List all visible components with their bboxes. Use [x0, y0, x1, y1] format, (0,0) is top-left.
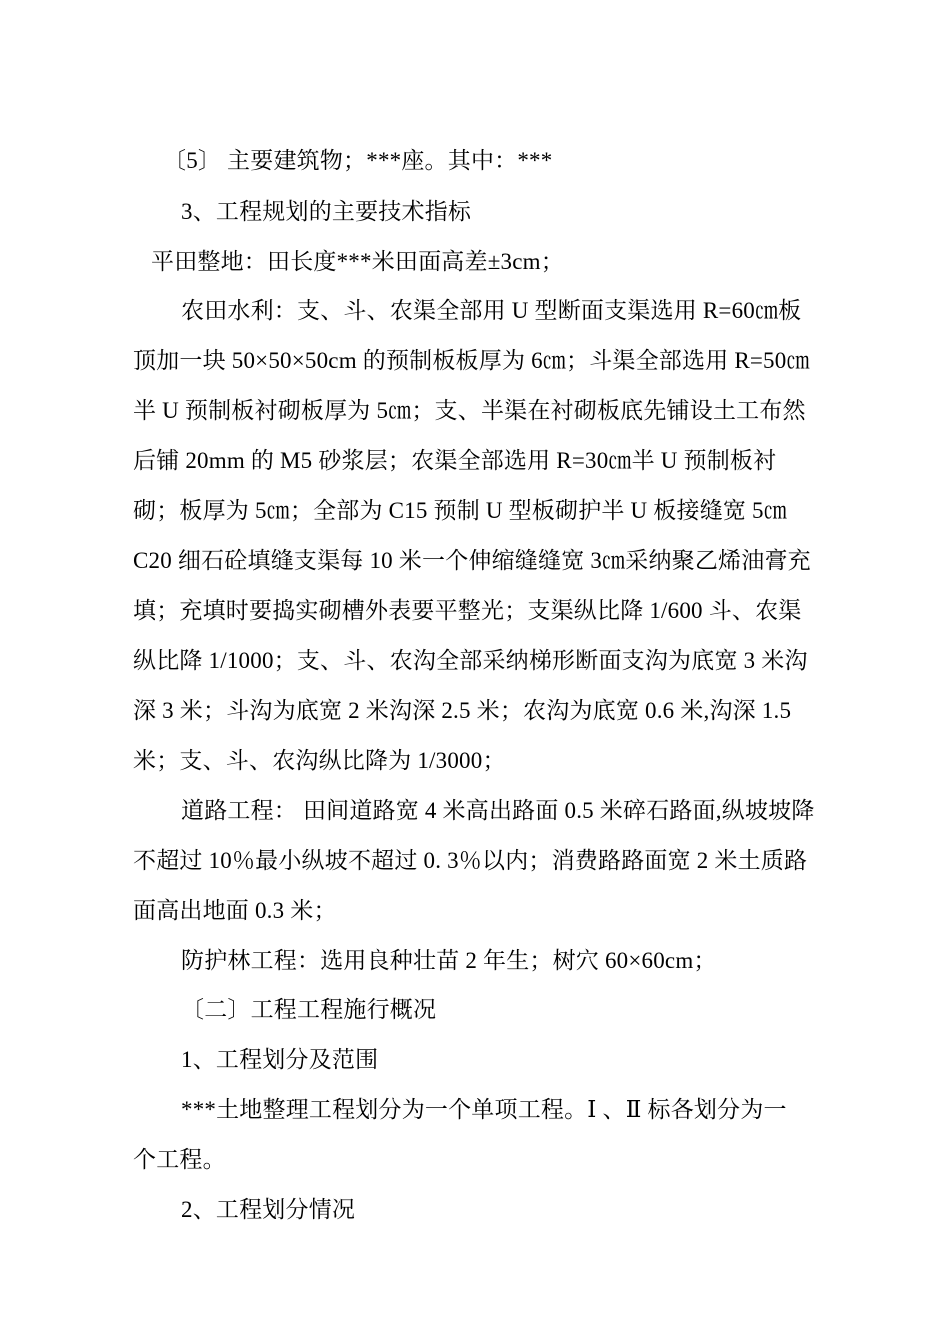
text-line: 纵比降 1/1000；支、斗、农沟全部采纳梯形断面支沟为底宽 3 米沟 [133, 648, 808, 673]
text-line: 半 U 预制板衬砌板厚为 5㎝；支、半渠在衬砌板底先铺设土工布然 [133, 398, 806, 423]
text-line: 填；充填时要捣实砌槽外表要平整光；支渠纵比降 1/600 斗、农渠 [133, 598, 802, 623]
text-line: 米；支、斗、农沟纵比降为 1/3000； [133, 748, 506, 773]
text-line: 农田水利：支、斗、农渠全部用 U 型断面支渠选用 R=60㎝板 [181, 298, 802, 323]
section-heading: 〔二〕工程工程施行概况 [181, 997, 437, 1022]
text-line: 防护林工程：选用良种壮苗 2 年生；树穴 60×60cm； [181, 948, 717, 973]
text-line: 深 3 米；斗沟为底宽 2 米沟深 2.5 米；农沟为底宽 0.6 米,沟深 1.5 [133, 698, 792, 723]
text-line: 砌；板厚为 5㎝；全部为 C15 预制 U 型板砌护半 U 板接缝宽 5㎝ [133, 498, 787, 523]
section-heading: 1、工程划分及范围 [181, 1047, 379, 1072]
section-heading: 2、工程划分情况 [181, 1197, 356, 1222]
text-line: 后铺 20mm 的 M5 砂浆层；农渠全部选用 R=30㎝半 U 预制板衬 [133, 448, 777, 473]
section-heading: 3、工程规划的主要技术指标 [181, 199, 472, 224]
text-line: ***土地整理工程划分为一个单项工程。Ⅰ 、Ⅱ 标各划分为一 [181, 1097, 787, 1122]
text-line: 道路工程： 田间道路宽 4 米高出路面 0.5 米碎石路面,纵坡坡降 [181, 798, 815, 823]
text-line: 不超过 10％最小纵坡不超过 0. 3％以内；消费路路面宽 2 米土质路 [133, 848, 808, 873]
text-line: 〔5〕 主要建筑物；***座。其中：*** [163, 148, 553, 173]
text-line: 平田整地：田长度***米田面高差±3cm； [151, 249, 564, 274]
text-line: C20 细石砼填缝支渠每 10 米一个伸缩缝缝宽 3㎝采纳聚乙烯油膏充 [133, 548, 811, 573]
text-line: 个工程。 [133, 1147, 226, 1172]
text-line: 面高出地面 0.3 米； [133, 898, 337, 923]
text-line: 顶加一块 50×50×50cm 的预制板板厚为 6㎝；斗渠全部选用 R=50㎝ [133, 348, 810, 373]
